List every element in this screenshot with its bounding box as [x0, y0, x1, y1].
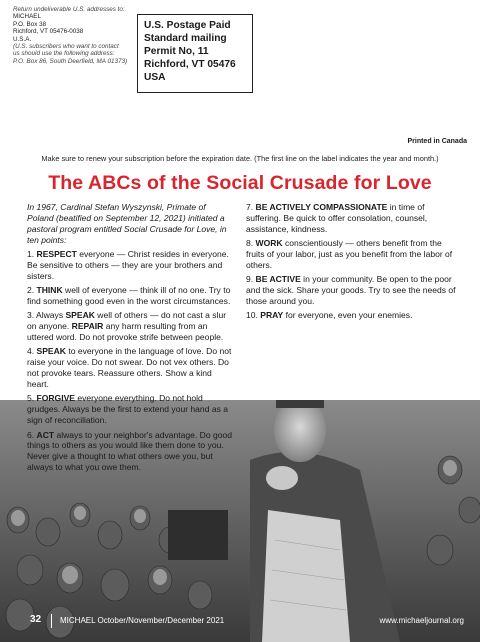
return-city: Richford, VT 05476-0038 [13, 28, 84, 36]
point-keyword: FORGIVE [36, 393, 75, 404]
postage-line-2: Standard mailing [144, 33, 227, 44]
return-name: MICHAEL [13, 13, 41, 21]
point-keyword: SPEAK [65, 310, 95, 321]
point-5 [27, 393, 233, 426]
website-url[interactable]: www.michaeljournal.org [379, 616, 464, 625]
point-text: everyone everything. Do not hold grudges. Always be the first to extend your hand as a sign of reconciliation. [27, 393, 228, 426]
point-text: in time of suffering. Be quick to offer consolation, counsel, assistance, kindness. [246, 202, 428, 234]
point-text-2: any harm resulting from an uttered word. Do not provoke strife between people. [27, 321, 224, 343]
point-keyword: PRAY [260, 310, 284, 321]
point-keyword: SPEAK [36, 346, 66, 357]
postage-line-3: Permit No, 11 [144, 46, 209, 57]
point-text: conscientiously — others benefit from the fruits of your labor, just as you benefit from the labor of others. [246, 238, 453, 270]
return-address [13, 6, 137, 65]
point-2 [27, 285, 233, 307]
point-lead: 6. [27, 429, 37, 440]
point-text: for everyone, even your enemies. [283, 310, 413, 321]
point-6 [27, 430, 233, 474]
us-note-3: P.O. Box 86, South Deerfield, MA 01373) [13, 57, 128, 65]
article-left-column [27, 202, 233, 477]
point-text: to everyone in the language of love. Do not raise your voice. Do not swear. Do not vex others. Do not provoke tears. Reassure others. Show a kind heart. [27, 346, 232, 390]
point-lead: 3. Always [27, 310, 66, 321]
point-lead: 7. [246, 202, 256, 212]
article-right-column [246, 202, 460, 325]
point-lead: 1. [27, 249, 37, 260]
point-text: everyone — Christ resides in everyone. Be sensitive to others — they are your brothers and sisters. [27, 249, 229, 281]
point-keyword-2: REPAIR [71, 321, 104, 332]
point-text: in your community. Be open to the poor and the sick. Share your goods. Try to see the needs of those around you. [246, 274, 456, 307]
point-4 [27, 346, 233, 390]
magazine-issue: MICHAEL October/November/December 2021 [60, 616, 225, 625]
point-keyword: THINK [36, 285, 63, 296]
point-lead: 9. [246, 274, 256, 285]
point-lead: 8. [246, 238, 256, 249]
postage-line-1: U.S. Postage Paid [144, 20, 231, 31]
footer-divider [51, 614, 52, 628]
return-country: U.S.A. [13, 35, 32, 43]
article-title: The ABCs of the Social Crusade for Love [48, 172, 432, 194]
postage-line-4: Richford, VT 05476 [144, 59, 236, 70]
point-lead: 10. [246, 310, 261, 321]
return-box: P.O. Box 38 [13, 20, 47, 28]
postage-indicia [137, 14, 253, 93]
return-label: Return undeliverable U.S. addresses to: [13, 6, 125, 13]
point-lead: 4. [27, 346, 37, 357]
postage-line-5: USA [144, 72, 166, 83]
point-keyword: RESPECT [36, 249, 77, 260]
point-10 [246, 310, 460, 321]
point-1 [27, 249, 233, 282]
point-keyword: BE ACTIVELY COMPASSIONATE [255, 202, 388, 212]
point-8 [246, 238, 460, 271]
us-note-2: us should use the following address: [13, 50, 115, 58]
point-text: well of others — do not cast a slur on anyone. [27, 310, 227, 332]
point-lead: 5. [27, 393, 37, 404]
point-keyword: ACT [36, 429, 55, 440]
renewal-notice: Make sure to renew your subscription before the expiration date. (The first line on the label indicates the year and month.) [41, 154, 439, 163]
point-9 [246, 274, 460, 307]
point-3 [27, 310, 233, 343]
point-keyword: WORK [255, 238, 283, 249]
article-intro: In 1967, Cardinal Stefan Wyszynski, Primate of Poland (beatified on September 12, 2021) initiated a pastoral program entitled Social Crusade for Love, in ten points: [27, 202, 227, 245]
printed-in-label: Printed in Canada [407, 138, 467, 145]
page-number: 32 [30, 614, 42, 625]
point-keyword: BE ACTIVE [255, 274, 301, 285]
point-text: well of everyone — think ill of no one. Try to find something good even in the worst circumstances. [27, 285, 231, 307]
us-note-1: (U.S. subscribers who want to contact [13, 43, 119, 51]
point-text: always to your neighbor's advantage. Do good things to others as you would like them done to you. Never give a thought to what others owe you, but always to what you owe them. [27, 429, 233, 473]
point-lead: 2. [27, 285, 37, 296]
point-7 [246, 202, 460, 235]
page-footer [0, 614, 480, 642]
